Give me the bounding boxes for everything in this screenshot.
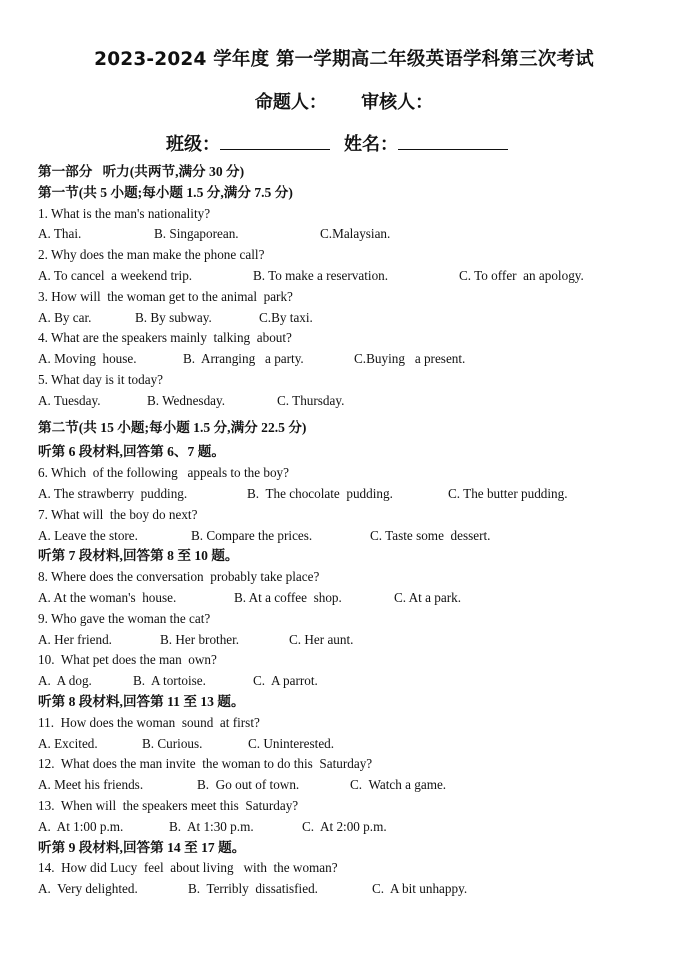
option-b: B. By subway. (135, 309, 212, 325)
question-stem: 14. How did Lucy feel about living with the woman? (38, 860, 338, 876)
option-c: C.Malaysian. (320, 226, 391, 242)
option-a: A. Her friend. (38, 631, 112, 647)
reviewer-label: 审核人： (361, 92, 434, 113)
option-c: C. Taste some dessert. (370, 527, 491, 543)
section2-heading: 第二节(共 15 小题;每小题 1.5 分,满分 22.5 分) (38, 419, 307, 435)
option-b: B. A tortoise. (133, 673, 206, 689)
section1-heading: 第一节(共 5 小题;每小题 1.5 分,满分 7.5 分) (38, 184, 293, 200)
question-options (38, 879, 678, 900)
page-title: 2023-2024 学年度 第一学期高二年级英语学科第三次考试 (94, 49, 594, 70)
part1-heading: 第一部分 听力(共两节,满分 30 分) (38, 164, 245, 179)
question-stem: 8. Where does the conversation probably take place? (38, 569, 320, 585)
question-options (38, 526, 678, 547)
setter-label: 命题人： (254, 92, 327, 113)
question-options (38, 588, 678, 609)
option-c: C. A bit unhappy. (372, 881, 468, 897)
question-options (38, 484, 678, 505)
option-b: B. To make a reservation. (253, 267, 389, 283)
option-c: C. At 2:00 p.m. (302, 818, 387, 834)
option-b: B. Arranging a party. (183, 351, 304, 367)
option-c: C. Watch a game. (350, 777, 447, 793)
option-c: C. A parrot. (253, 673, 318, 689)
question-stem: 10. What pet does the man own? (38, 652, 217, 668)
exam-content (38, 162, 678, 900)
option-c: C. Her aunt. (289, 631, 354, 647)
option-b: B. Her brother. (160, 631, 240, 647)
question-options (38, 775, 678, 796)
question-stem: 12. What does the man invite the woman to do this Saturday? (38, 756, 373, 772)
option-a: A. Excited. (38, 735, 98, 751)
option-a: A. Meet his friends. (38, 777, 144, 793)
question-stem: 7. What will the boy do next? (38, 506, 198, 522)
option-c: C. At a park. (394, 589, 462, 605)
option-b: B. Wednesday. (147, 392, 226, 408)
option-a: A. Very delighted. (38, 881, 138, 897)
option-b: B. Terribly dissatisfied. (188, 881, 318, 897)
material-heading: 听第 8 段材料,回答第 11 至 13 题。 (38, 693, 245, 709)
question-options (38, 266, 678, 287)
option-c: C.Buying a present. (354, 351, 466, 367)
option-c: C.By taxi. (259, 309, 313, 325)
name-label: 姓名： (344, 134, 398, 155)
material-heading: 听第 7 段材料,回答第 8 至 10 题。 (38, 548, 239, 564)
question-stem: 1. What is the man's nationality? (38, 205, 211, 221)
option-a: A. Thai. (38, 226, 82, 242)
question-stem: 6. Which of the following appeals to the boy? (38, 465, 289, 481)
option-b: B. Go out of town. (197, 777, 300, 793)
class-blank[interactable] (220, 135, 330, 150)
material-heading: 听第 9 段材料,回答第 14 至 17 题。 (38, 839, 246, 855)
question-stem: 4. What are the speakers mainly talking about? (38, 330, 292, 346)
option-b: B. Singaporean. (154, 226, 239, 242)
option-a: A. A dog. (38, 673, 92, 689)
question-stem: 9. Who gave the woman the cat? (38, 610, 211, 626)
question-stem: 11. How does the woman sound at first? (38, 714, 260, 730)
question-stem: 2. Why does the man make the phone call? (38, 247, 265, 263)
option-c: C. Uninterested. (248, 735, 335, 751)
option-c: C. Thursday. (277, 392, 345, 408)
option-b: B. The chocolate pudding. (247, 485, 393, 501)
option-a: A. At 1:00 p.m. (38, 818, 124, 834)
name-blank[interactable] (398, 135, 508, 150)
question-options (38, 349, 678, 370)
question-stem: 5. What day is it today? (38, 371, 164, 387)
option-a: A. Tuesday. (38, 392, 101, 408)
question-options (38, 308, 678, 329)
question-options (38, 817, 678, 838)
question-options (38, 630, 678, 651)
option-a: A. Leave the store. (38, 527, 138, 543)
option-a: A. The strawberry pudding. (38, 485, 188, 501)
class-name-line (0, 130, 688, 156)
option-b: B. Curious. (142, 735, 203, 751)
question-stem: 13. When will the speakers meet this Saturday? (38, 797, 299, 813)
material-heading: 听第 6 段材料,回答第 6、7 题。 (38, 444, 225, 460)
option-c: C. To offer an apology. (459, 267, 584, 283)
option-b: B. At a coffee shop. (234, 589, 342, 605)
option-a: A. At the woman's house. (38, 589, 177, 605)
option-b: B. Compare the prices. (191, 527, 313, 543)
question-options (38, 391, 678, 412)
question-options (38, 224, 678, 245)
question-stem: 3. How will the woman get to the animal park? (38, 288, 293, 304)
option-a: A. Moving house. (38, 351, 137, 367)
setter-reviewer-line (0, 88, 688, 114)
option-a: A. By car. (38, 309, 92, 325)
question-options (38, 671, 678, 692)
option-b: B. At 1:30 p.m. (169, 818, 254, 834)
class-label: 班级： (166, 134, 220, 155)
option-c: C. The butter pudding. (448, 485, 568, 501)
question-options (38, 734, 678, 755)
option-a: A. To cancel a weekend trip. (38, 267, 193, 283)
